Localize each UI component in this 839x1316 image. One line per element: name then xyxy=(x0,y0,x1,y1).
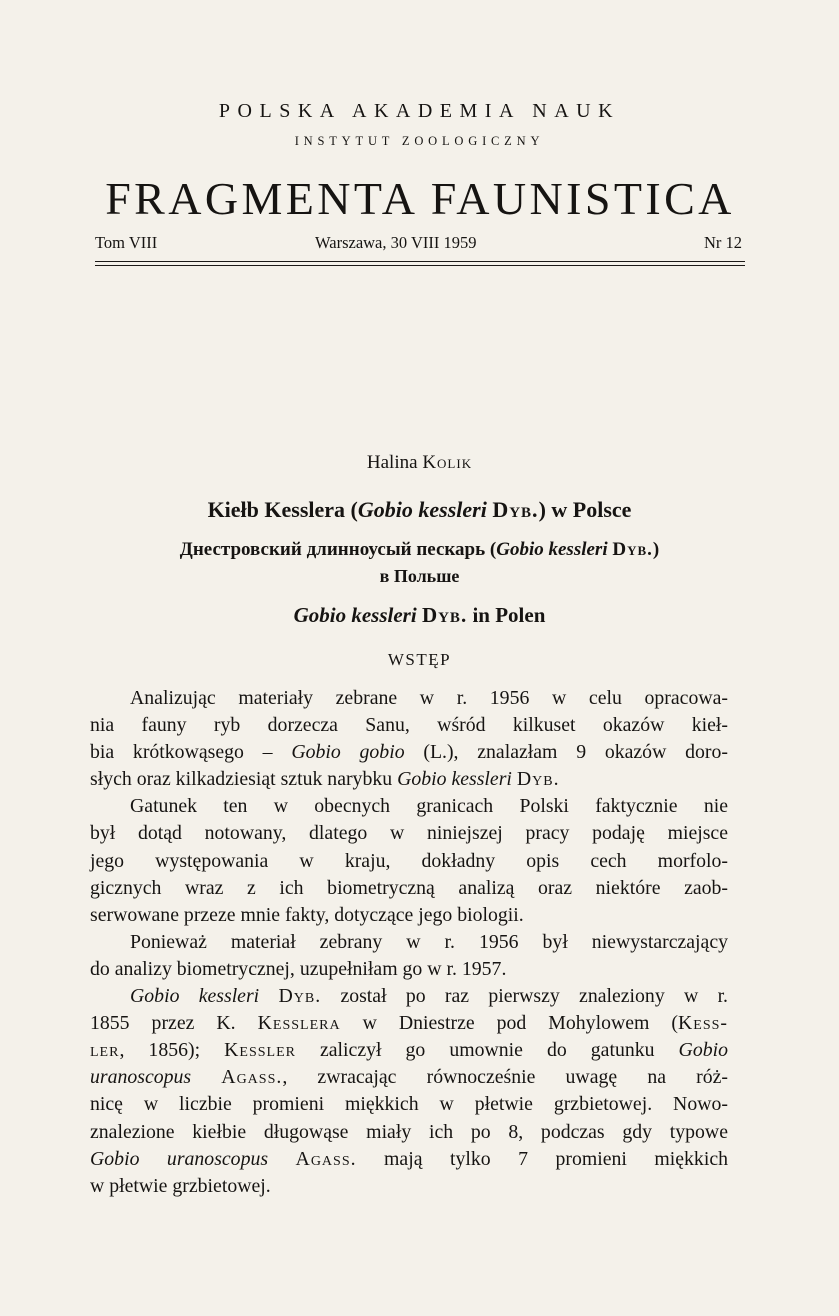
body-line: gicznych wraz z ich biometryczną analizą oraz niektóre zaob- xyxy=(90,876,728,899)
body-line: nia fauny ryb dorzecza Sanu, wśród kilkuset okazów kieł- xyxy=(90,714,728,737)
title-pl-author: Dyb. xyxy=(492,497,539,522)
cited-author: Kesslera xyxy=(257,1012,341,1035)
issue-number: Nr 12 xyxy=(703,233,742,252)
species-name: Gobio gobio xyxy=(291,741,405,764)
section-heading: WSTĘP xyxy=(387,650,452,669)
title-ru-pre: Днестровский длинноусый пескарь ( xyxy=(179,539,497,560)
title-ru-author: Dyb. xyxy=(612,539,653,560)
body-line: Gobio kessleri Dyb. został po raz pierwszy znaleziony w r. xyxy=(130,985,729,1008)
cited-author: ler xyxy=(90,1039,120,1062)
title-pl-species: Gobio kessleri xyxy=(357,497,487,522)
species-author: Dyb. xyxy=(278,985,322,1008)
title-russian xyxy=(0,539,839,561)
academy-name: POLSKA AKADEMIA NAUK xyxy=(218,100,621,122)
body-line: serwowane przeze mnie fakty, dotyczące jego biologii. xyxy=(90,903,524,926)
body-line: jego występowania w kraju, dokładny opis cech morfolo- xyxy=(90,849,728,872)
title-de-author: Dyb. xyxy=(421,603,468,627)
title-de-post: in Polen xyxy=(467,603,546,627)
species-author: Dyb. xyxy=(516,768,560,791)
body-line: był dotąd notowany, dlatego w niniejszej pracy podaję miejsce xyxy=(90,822,728,845)
body-line: do analizy biometrycznej, uzupełniłam go w r. 1957. xyxy=(90,957,507,980)
species-name: uranoscopus xyxy=(90,1066,192,1089)
title-polish xyxy=(0,497,839,523)
body-line: Analizując materiały zebrane w r. 1956 w celu opracowa- xyxy=(130,687,728,709)
body-line: bia krótkowąsego – Gobio gobio (L.), znalazłam 9 okazów doro- xyxy=(90,741,728,764)
title-de-species: Gobio kessleri xyxy=(293,603,417,627)
article-body xyxy=(90,685,728,1200)
header-rule-bottom xyxy=(95,265,745,266)
species-name: Gobio kessleri xyxy=(397,768,512,791)
title-pl-pre: Kiełb Kesslera ( xyxy=(207,497,358,522)
volume-label: Tom VIII xyxy=(95,233,158,252)
title-pl-post: ) w Polsce xyxy=(538,497,632,522)
body-line: Ponieważ materiał zebrany w r. 1956 był niewystarczający xyxy=(130,930,728,953)
title-ru-post: ) xyxy=(652,539,660,560)
body-line: w płetwie grzbietowej. xyxy=(90,1174,271,1197)
species-name: Gobio xyxy=(678,1039,728,1062)
title-russian-line2: в Польше xyxy=(379,566,460,586)
body-line: nicę w liczbie promieni miękkich w płetwie grzbietowej. Nowo- xyxy=(90,1093,728,1116)
title-german xyxy=(0,603,839,628)
cited-author: Kess- xyxy=(678,1012,728,1035)
species-name: Gobio uranoscopus xyxy=(90,1147,269,1170)
date-place: Warszawa, 30 VIII 1959 xyxy=(315,233,477,252)
cited-author: Kessler xyxy=(224,1039,296,1062)
body-line: Gatunek ten w obecnych granicach Polski faktycznie nie xyxy=(130,795,728,818)
journal-title: FRAGMENTA FAUNISTICA xyxy=(105,173,735,224)
header-rule-top xyxy=(95,261,745,262)
body-line: 1855 przez K. Kesslera w Dniestrze pod Mohylowem (Kess- xyxy=(90,1012,728,1035)
author-last-name: Kolik xyxy=(422,452,473,473)
author-first-name: Halina xyxy=(366,452,418,473)
body-line: słych oraz kilkadziesiąt sztuk narybku Gobio kessleri Dyb. xyxy=(90,768,560,791)
body-line: Gobio uranoscopus Agass. mają tylko 7 promieni miękkich xyxy=(90,1147,728,1170)
article-author xyxy=(0,452,839,474)
title-ru-species: Gobio kessleri xyxy=(496,539,608,560)
species-author: Agass. xyxy=(221,1066,283,1089)
body-line: ler, 1856); Kessler zaliczył go umownie do gatunku Gobio xyxy=(90,1039,728,1062)
institute-name: INSTYTUT ZOOLOGICZNY xyxy=(294,134,545,148)
body-line: uranoscopus Agass., zwracając równocześnie uwagę na róż- xyxy=(90,1066,728,1089)
body-line: znalezione kiełbie długowąse miały ich po 8, podczas gdy typowe xyxy=(90,1120,728,1143)
species-author: Agass. xyxy=(295,1147,357,1170)
species-name: Gobio kessleri xyxy=(130,985,260,1008)
